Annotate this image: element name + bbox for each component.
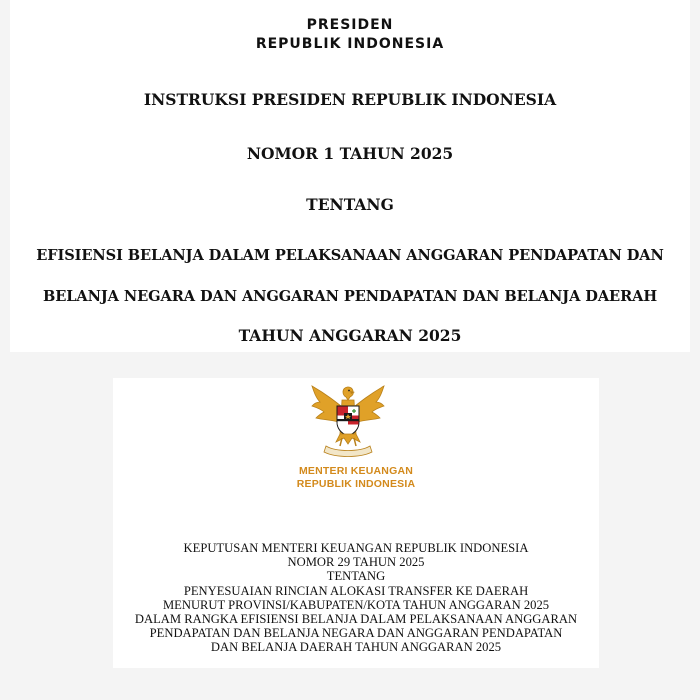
decree-line-1: KEPUTUSAN MENTERI KEUANGAN REPUBLIK INDONESIA — [183, 541, 529, 555]
garuda-emblem-icon — [306, 382, 390, 460]
instruction-subject-line-3: TAHUN ANGGARAN 2025 — [238, 326, 462, 345]
ministry-country: REPUBLIK INDONESIA — [296, 478, 416, 490]
decree-line-7: PENDAPATAN DAN BELANJA NEGARA DAN ANGGARAN PENDAPATAN — [149, 626, 563, 641]
decree-line-3: TENTANG — [326, 569, 386, 584]
instruction-number: NOMOR 1 TAHUN 2025 — [246, 144, 454, 163]
ministry-name: MENTERI KEUANGAN — [298, 465, 414, 477]
instruction-title: INSTRUKSI PRESIDEN REPUBLIK INDONESIA — [143, 90, 557, 109]
instruction-subject-line-2: BELANJA NEGARA DAN ANGGARAN PENDAPATAN DAN BELANJA DAERAH — [42, 288, 658, 305]
decree-title-block — [113, 541, 599, 655]
presidential-instruction-document — [10, 0, 690, 352]
finance-minister-decree-document — [113, 378, 599, 668]
letterhead-republic: REPUBLIK INDONESIA — [255, 36, 445, 52]
instruction-subject-line-1: EFISIENSI BELANJA DALAM PELAKSANAAN ANGGARAN PENDAPATAN DAN — [36, 247, 664, 264]
decree-line-6: DALAM RANGKA EFISIENSI BELANJA DALAM PELAKSANAAN ANGGARAN — [134, 612, 578, 627]
letterhead-president: PRESIDEN — [306, 17, 394, 33]
instruction-about: TENTANG — [306, 195, 394, 214]
decree-line-5: MENURUT PROVINSI/KABUPATEN/KOTA TAHUN ANGGARAN 2025 — [162, 597, 550, 612]
decree-line-8: DAN BELANJA DAERAH TAHUN ANGGARAN 2025 — [210, 640, 502, 655]
decree-line-2: NOMOR 29 TAHUN 2025 — [287, 555, 425, 570]
decree-line-4: PENYESUAIAN RINCIAN ALOKASI TRANSFER KE DAERAH — [183, 583, 529, 598]
